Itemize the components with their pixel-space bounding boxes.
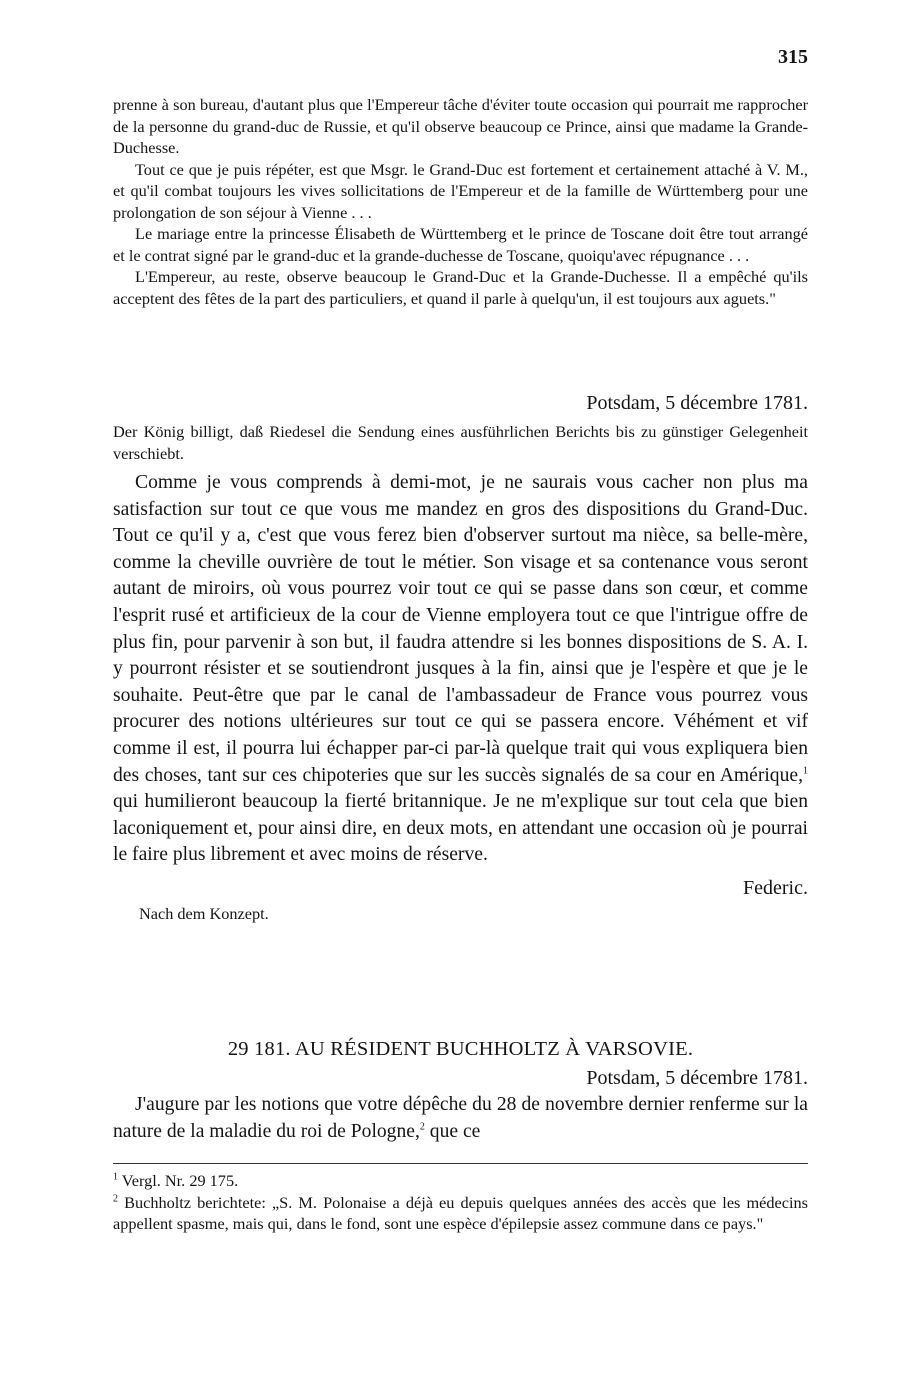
summary-note: Der König billigt, daß Riedesel die Sendung eines ausführlichen Berichts bis zu günstiger Gelegenheit verschiebt. (113, 422, 808, 463)
footnote-text: Vergl. Nr. 29 175. (121, 1171, 239, 1190)
letter-body (113, 1092, 808, 1145)
source-note: Nach dem Konzept. (139, 903, 269, 923)
letter-body-text: qui humilieront beaucoup la fierté britannique. Je ne m'explique sur tout cela que bien laconiquement et, pour ainsi dire, en deux mots, en attendant une occasion où je pourrai le faire plus librement et avec moins de réserve. (113, 791, 808, 866)
letter-body-text: J'augure par les notions que votre dépêche du 28 de novembre dernier renferme sur la nature de la maladie du roi de Pologne, (113, 1094, 808, 1142)
letter-heading: 29 181. AU RÉSIDENT BUCHHOLTZ À VARSOVIE. (227, 1038, 694, 1060)
page-number: 315 (778, 46, 808, 68)
quoted-paragraph: L'Empereur, au reste, observe beaucoup le Grand-Duc et la Grande-Duchesse. Il a empêché qu'ils acceptent des fêtes de la part des particuliers, et quand il parle à quelqu'un, il est toujours aux aguets." (113, 267, 808, 308)
footnote-ref: 2 (419, 1121, 425, 1133)
footnote-ref: 1 (803, 765, 808, 776)
letter-body-text: Comme je vous comprends à demi-mot, je ne saurais vous cacher non plus ma satisfaction sur tout ce que vous me mandez en gros des dispositions du Grand-Duc. Tout ce qu'il y a, c'est que vous ferez bien d'observer surtout ma nièce, sa belle-mère, comme la cheville ouvrière de tout le métier. Son visage et sa contenance vous seront autant de miroirs, où vous pourrez voir tout ce qui se passe dans son cœur, et comme l'esprit rusé et artificieux de la cour de Vienne employera tout ce que l'intrigue offre de plus fin, pour parvenir à son but, il faudra attendre si les bonnes dispositions de S. A. I. y pourront résister et se soutiendront jusques à la fin, ainsi que je l'espère et que je le souhaite. Peut-être que par le canal de l'ambassadeur de France vous pourrez vous procurer des notions ultérieures sur tout ce qui se passera encore. Véhément et vif comme il est, il pourra lui échapper par-ci par-là quelque trait qui vous expliquera bien des choses, tant sur ces chipoteries que sur les succès signalés de sa cour en Amérique, (113, 472, 808, 786)
quoted-paragraph: Le mariage entre la princesse Élisabeth de Württemberg et le prince de Toscane doit être tout arrangé et le contrat signé par le grand-duc et la grande-duchesse de Toscane, quoiqu'avec répugnance . . . (113, 224, 808, 265)
book-page (113, 0, 808, 1392)
dateline: Potsdam, 5 décembre 1781. (586, 1067, 808, 1089)
dateline: Potsdam, 5 décembre 1781. (586, 392, 808, 414)
footnotes (113, 1163, 808, 1235)
footnote (113, 1192, 808, 1235)
footnote-mark: 1 (113, 1171, 118, 1183)
footnote-rule (113, 1163, 808, 1164)
letter-section (113, 1038, 808, 1145)
letter-body (113, 470, 808, 869)
footnote-text: Buchholtz berichtete: „S. M. Polonaise a déjà eu depuis quelques années des accès que les médecins appellent spasme, mais qui, dans le fond, sont une espèce d'épilepsie assez commune dans ce pays." (113, 1192, 808, 1233)
quoted-paragraph: prenne à son bureau, d'autant plus que l'Empereur tâche d'éviter toute occasion qui pourrait me rapprocher de la personne du grand-duc de Russie, et qu'il observe beaucoup ce Prince, ainsi que madame la Grande-Duchesse. (113, 95, 808, 157)
footnote-mark: 2 (113, 1193, 118, 1205)
reply-section (113, 392, 808, 924)
letter-continuation (113, 94, 808, 309)
quoted-paragraph: Tout ce que je puis répéter, est que Msgr. le Grand-Duc est fortement et certainement attaché à V. M., et qu'il combat toujours les vives sollicitations de l'Empereur et de la famille de Württemberg pour une prolongation de son séjour à Vienne . . . (113, 159, 808, 222)
signature: Federic. (743, 876, 808, 899)
letter-body-text: que ce (424, 1120, 481, 1142)
footnote (113, 1170, 808, 1192)
